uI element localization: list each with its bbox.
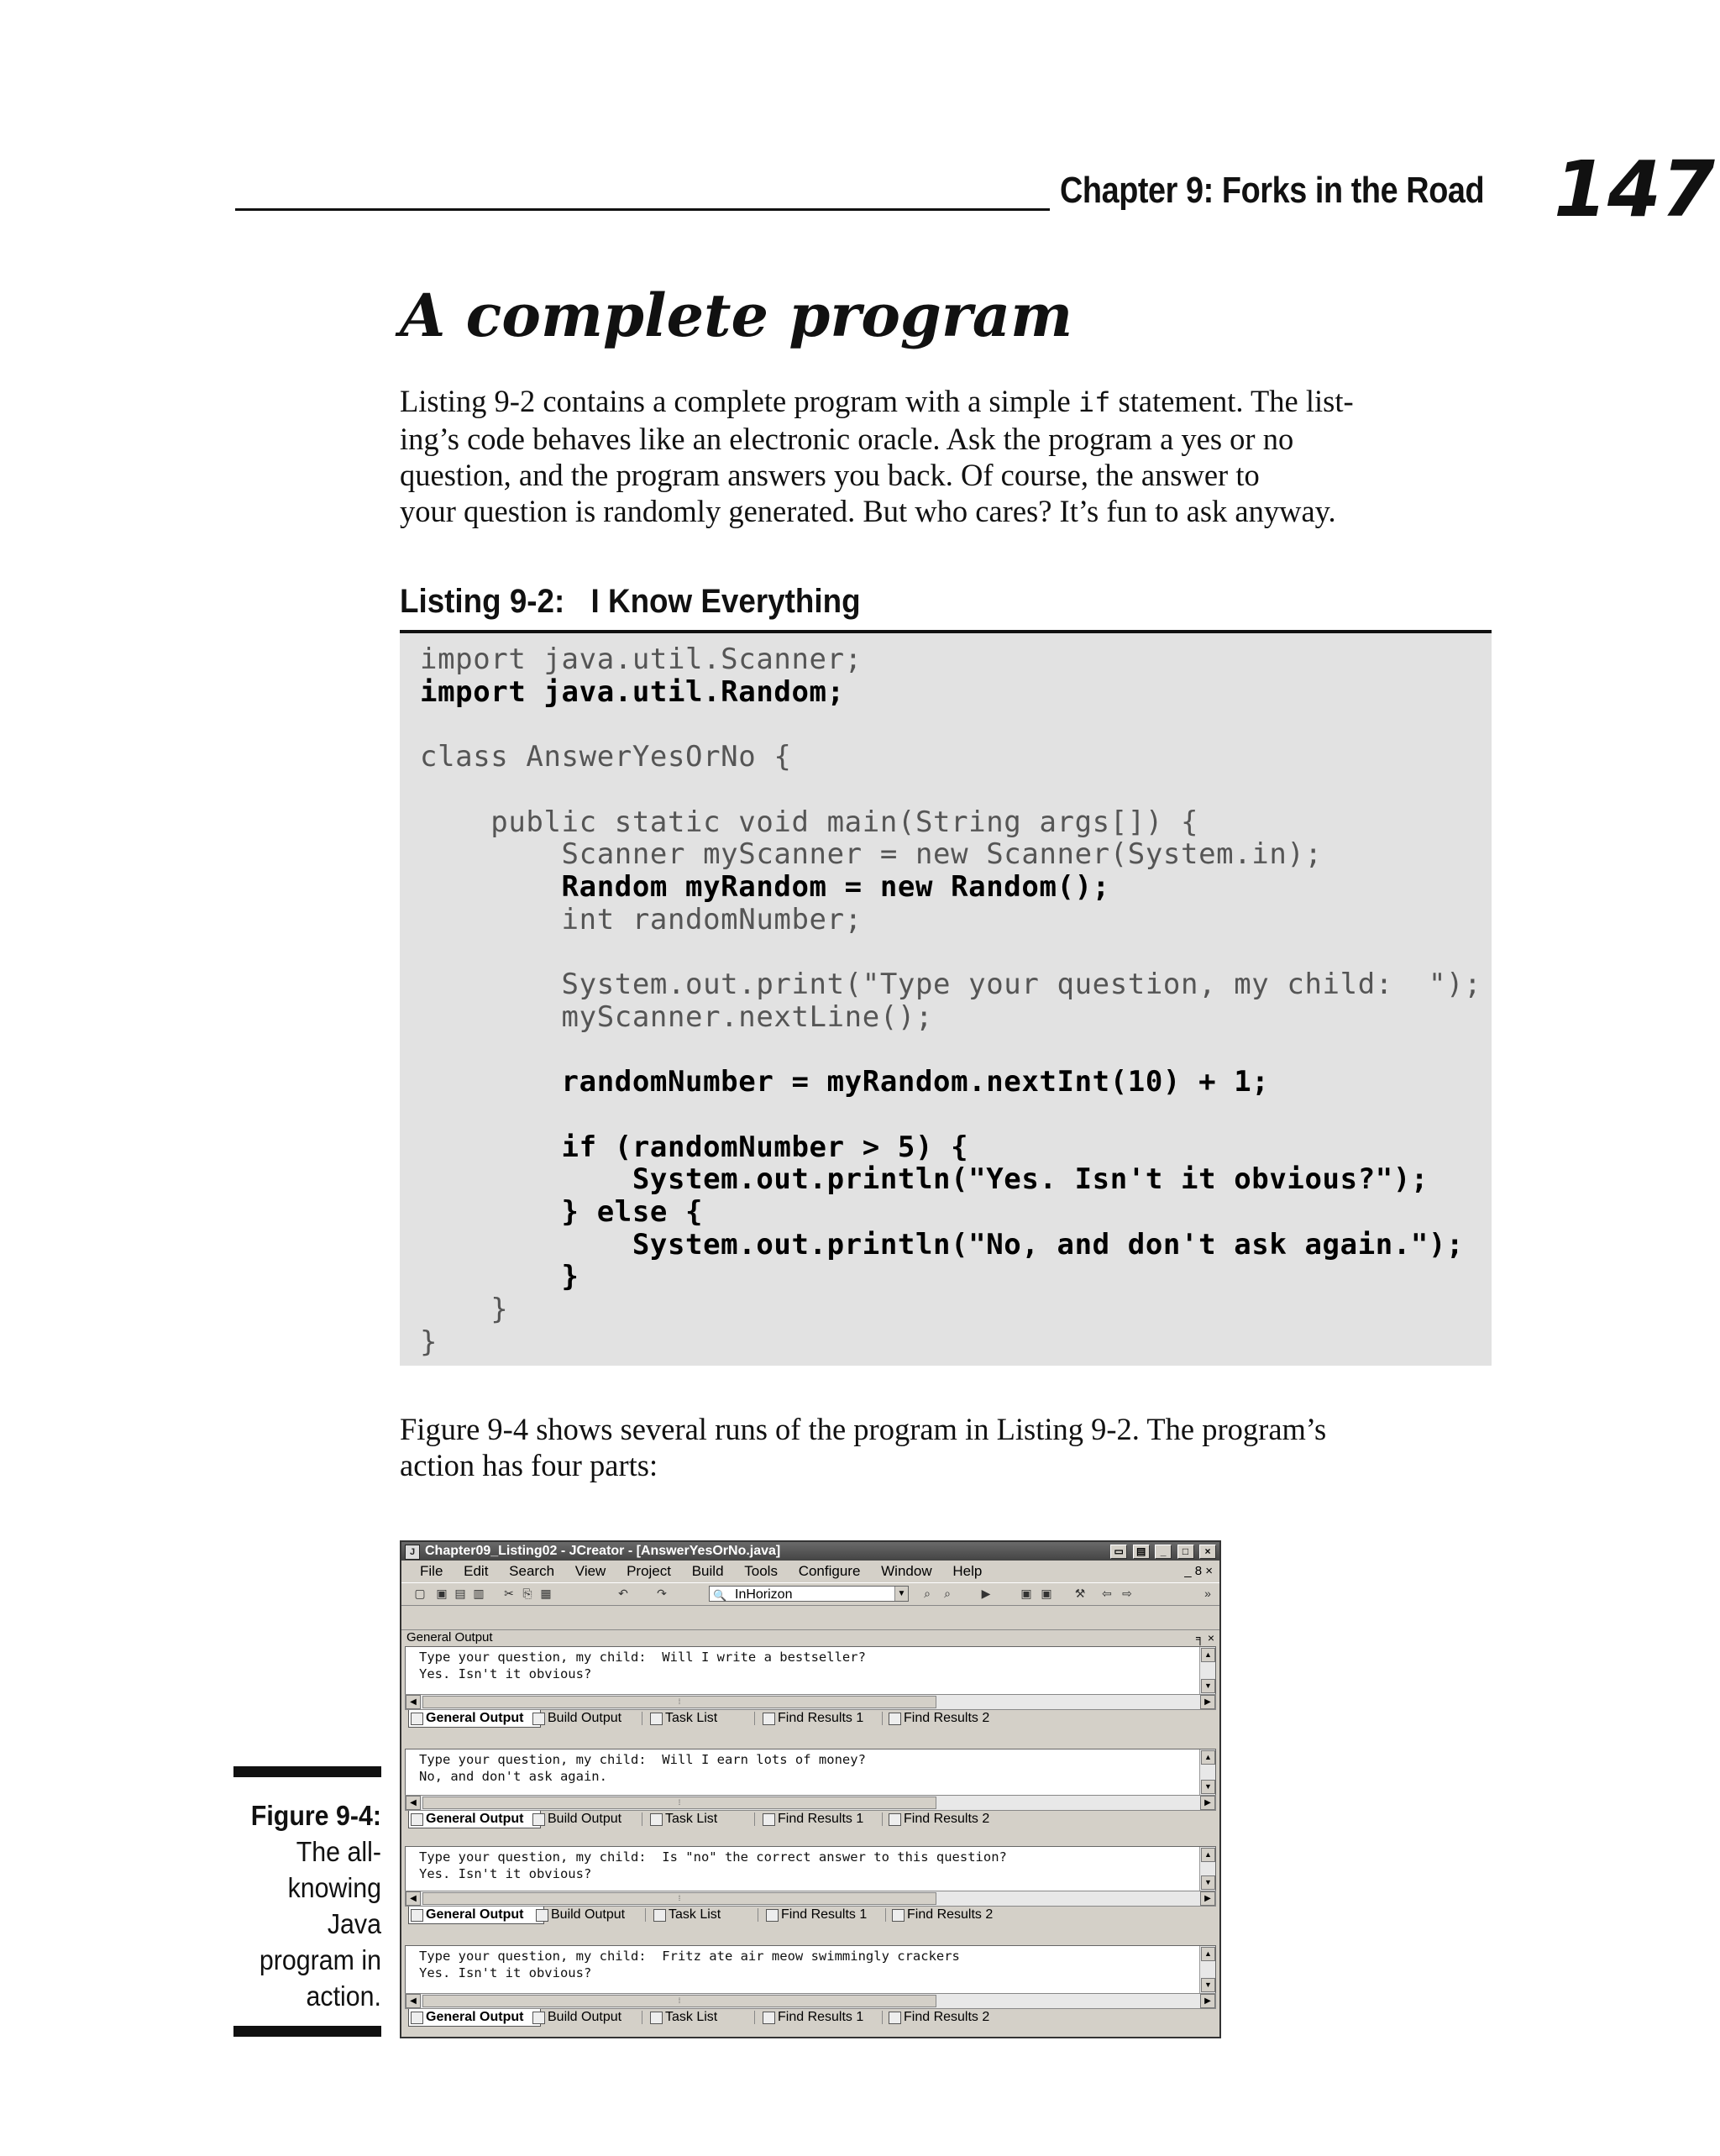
pin-close-icon[interactable]: ╕ × <box>1196 1631 1214 1645</box>
menu-bar <box>401 1562 1219 1581</box>
general-output-icon <box>411 1713 423 1725</box>
figure-caption-bar-top <box>233 1766 381 1777</box>
code-line: System.out.print("Type your question, my child: "); <box>420 968 1482 1002</box>
horizontal-scrollbar[interactable] <box>405 1694 1216 1710</box>
scroll-thumb[interactable]: ⁞ <box>422 1797 936 1809</box>
scroll-up-icon[interactable]: ▲ <box>1201 1648 1215 1662</box>
output-tabs <box>405 1811 1216 1829</box>
code-line: myScanner.nextLine(); <box>420 999 934 1034</box>
intro-line-2: ing’s code behaves like an electronic oracle. Ask the program a yes or no <box>400 422 1294 456</box>
tab-find-results-1[interactable]: Find Results 1 <box>761 1811 863 1828</box>
output-text-1: Type your question, my child: Will I write a bestseller? Yes. Isn't it obvious? <box>419 1650 866 1681</box>
code-block <box>420 643 1481 1358</box>
caption-line: Java <box>327 1908 381 1939</box>
output-pane-2[interactable] <box>405 1749 1216 1796</box>
code-line: } <box>420 1260 579 1294</box>
code-listing <box>400 633 1492 1366</box>
find-results-icon <box>889 2012 901 2024</box>
code-line: } <box>420 1325 438 1359</box>
paste-icon[interactable]: ▦ <box>540 1587 552 1600</box>
code-line: Random myRandom = new Random(); <box>420 869 1110 904</box>
horizontal-scrollbar[interactable] <box>405 1795 1216 1811</box>
open-icon[interactable]: ▣ <box>436 1587 448 1600</box>
menu-help[interactable]: Help <box>952 1563 983 1579</box>
code-line: } <box>420 1293 509 1327</box>
caption-line: The all- <box>296 1836 381 1867</box>
tab-find-results-2[interactable]: Find Results 2 <box>887 2009 989 2026</box>
vertical-scrollbar[interactable] <box>1199 1847 1215 1891</box>
window-title: Chapter09_Listing02 - JCreator - [AnswerYesOrNo.java] <box>425 1544 781 1558</box>
intro-line-3: question, and the program answers you back. Of course, the answer to <box>400 458 1260 492</box>
horizontal-scrollbar[interactable] <box>405 1993 1216 2009</box>
output-text-3: Type your question, my child: Is "no" the correct answer to this question? Yes. Isn't it obvious? <box>419 1849 1007 1881</box>
scroll-thumb[interactable]: ⁞ <box>422 1696 936 1708</box>
vertical-scrollbar[interactable] <box>1199 1946 1215 1993</box>
general-output-icon <box>411 1813 423 1826</box>
tile-icon[interactable]: ▤ <box>1133 1545 1150 1559</box>
minimize-icon[interactable]: _ <box>1155 1545 1172 1559</box>
vertical-scrollbar[interactable] <box>1199 1647 1215 1694</box>
scroll-up-icon[interactable]: ▲ <box>1201 1750 1215 1765</box>
redo-icon[interactable]: ↷ <box>657 1587 667 1600</box>
tab-find-results-2[interactable]: Find Results 2 <box>887 1811 989 1828</box>
forward-icon[interactable]: ⇨ <box>1122 1587 1132 1600</box>
undo-icon[interactable]: ↶ <box>618 1587 628 1600</box>
general-output-icon <box>411 1909 423 1922</box>
scroll-down-icon[interactable]: ▼ <box>1201 1875 1215 1890</box>
find-next-icon[interactable]: ⌕ <box>924 1587 931 1600</box>
figure-intro-line-2: action has four parts: <box>400 1448 658 1482</box>
find-icon: 🔍 <box>713 1589 727 1602</box>
code-line: import java.util.Random; <box>420 674 845 709</box>
code-line: import java.util.Scanner; <box>420 643 863 676</box>
code-line: randomNumber = myRandom.nextInt(10) + 1; <box>420 1065 1270 1099</box>
menu-view[interactable]: View <box>574 1563 606 1579</box>
code-line: System.out.println("Yes. Isn't it obvious?"); <box>420 1162 1429 1197</box>
restore-icon[interactable]: ▭ <box>1110 1545 1127 1559</box>
menu-configure[interactable]: Configure <box>798 1563 861 1579</box>
figure-intro-paragraph <box>400 1411 1326 1483</box>
tab-task-list[interactable]: Task List <box>648 2009 717 2026</box>
scroll-right-icon[interactable]: ▶ <box>1200 1891 1215 1906</box>
tab-task-list[interactable]: Task List <box>652 1907 721 1923</box>
tab-task-list[interactable]: Task List <box>648 1710 717 1727</box>
build-output-icon <box>532 2012 545 2024</box>
figure-caption <box>232 1797 381 2014</box>
tab-general-output[interactable]: General Output <box>408 1907 544 1924</box>
output-pane-3[interactable] <box>405 1846 1216 1891</box>
scroll-thumb[interactable]: ⁞ <box>422 1892 936 1905</box>
build-output-icon <box>532 1813 545 1826</box>
build-output-icon <box>532 1713 545 1725</box>
task-list-icon <box>650 2012 663 2024</box>
code-line: System.out.println("No, and don't ask again."); <box>420 1227 1465 1262</box>
code-line: class AnswerYesOrNo { <box>420 740 792 774</box>
close-icon[interactable]: × <box>1199 1545 1216 1559</box>
jcreator-app-icon: J <box>405 1545 420 1560</box>
caption-line: knowing <box>287 1872 381 1903</box>
scroll-right-icon[interactable]: ▶ <box>1200 1695 1215 1709</box>
horizontal-scrollbar[interactable] <box>405 1891 1216 1907</box>
output-tabs <box>405 1710 1216 1728</box>
scroll-down-icon[interactable]: ▼ <box>1201 1679 1215 1693</box>
scroll-right-icon[interactable]: ▶ <box>1200 1796 1215 1810</box>
tab-build-output[interactable]: Build Output <box>534 1907 625 1923</box>
tab-general-output[interactable]: General Output <box>408 2009 541 2027</box>
tab-find-results-1[interactable]: Find Results 1 <box>761 2009 863 2026</box>
output-tabs <box>405 1907 1216 1925</box>
scroll-down-icon[interactable]: ▼ <box>1201 1780 1215 1794</box>
listing-title: I Know Everything <box>590 583 861 620</box>
scroll-up-icon[interactable]: ▲ <box>1201 1848 1215 1862</box>
chevron-down-icon[interactable]: ▼ <box>894 1587 908 1601</box>
scroll-left-icon[interactable]: ◀ <box>406 1994 421 2008</box>
code-line: public static void main(String args[]) { <box>420 805 1199 839</box>
tab-task-list[interactable]: Task List <box>648 1811 717 1828</box>
tab-find-results-1[interactable]: Find Results 1 <box>764 1907 867 1923</box>
menu-edit[interactable]: Edit <box>464 1563 489 1579</box>
run-icon[interactable]: ▶ <box>981 1587 991 1600</box>
listing-number: Listing 9-2: <box>400 583 565 620</box>
cut-icon[interactable]: ✂ <box>504 1587 514 1600</box>
window-titlebar <box>401 1542 1219 1561</box>
output-pane-1[interactable] <box>405 1646 1216 1695</box>
intro-line-1: Listing 9-2 contains a complete program with a simple if statement. The list- <box>400 384 1354 418</box>
figure-label: Figure 9-4: <box>250 1800 381 1831</box>
back-icon[interactable]: ⇦ <box>1102 1587 1112 1600</box>
tab-build-output[interactable]: Build Output <box>531 1811 621 1828</box>
save-all-icon[interactable]: ▥ <box>473 1587 485 1600</box>
tab-general-output[interactable]: General Output <box>408 1710 541 1728</box>
page-number: 147 <box>1554 144 1716 234</box>
output-text-2: Type your question, my child: Will I earn lots of money? No, and don't ask again. <box>419 1752 866 1784</box>
tab-find-results-1[interactable]: Find Results 1 <box>761 1710 863 1727</box>
scroll-left-icon[interactable]: ◀ <box>406 1796 421 1810</box>
task-list-icon <box>650 1713 663 1725</box>
intro-line-4: your question is randomly generated. But who cares? It’s fun to ask anyway. <box>400 494 1336 528</box>
menu-project[interactable]: Project <box>627 1563 671 1579</box>
vertical-scrollbar[interactable] <box>1199 1749 1215 1795</box>
find-results-icon <box>766 1909 779 1922</box>
tab-find-results-2[interactable]: Find Results 2 <box>887 1710 989 1727</box>
new-file-icon[interactable]: ▢ <box>414 1587 426 1600</box>
tab-general-output[interactable]: General Output <box>408 1811 541 1828</box>
scroll-down-icon[interactable]: ▼ <box>1201 1978 1215 1992</box>
scroll-right-icon[interactable]: ▶ <box>1200 1994 1215 2008</box>
wand-icon[interactable]: ⚒ <box>1074 1587 1086 1600</box>
find-results-icon <box>763 1713 775 1725</box>
tab-build-output[interactable]: Build Output <box>531 2009 621 2026</box>
code-line: Scanner myScanner = new Scanner(System.in); <box>420 837 1323 872</box>
find-combo-value: InHorizon <box>735 1587 793 1602</box>
build-output-icon <box>536 1909 548 1922</box>
tab-build-output[interactable]: Build Output <box>531 1710 621 1727</box>
tab-find-results-2[interactable]: Find Results 2 <box>890 1907 993 1923</box>
scroll-left-icon[interactable]: ◀ <box>406 1695 421 1709</box>
section-heading: A complete program <box>400 281 1073 350</box>
output-text-4: Type your question, my child: Fritz ate air meow swimmingly crackers Yes. Isn't it obvious? <box>419 1949 960 1980</box>
copy-icon[interactable]: ⎘ <box>522 1587 532 1600</box>
find-results-icon <box>763 1813 775 1826</box>
menu-tools[interactable]: Tools <box>744 1563 778 1579</box>
output-tabs <box>405 2009 1216 2027</box>
code-line: if (randomNumber > 5) { <box>420 1130 969 1164</box>
scroll-thumb[interactable]: ⁞ <box>422 1995 936 2007</box>
scroll-left-icon[interactable]: ◀ <box>406 1891 421 1906</box>
general-output-icon <box>411 2012 423 2024</box>
code-line: } else { <box>420 1194 704 1229</box>
intro-paragraph <box>400 383 1354 529</box>
output-pane-4[interactable] <box>405 1945 1216 1994</box>
save-icon[interactable]: ▤ <box>454 1587 466 1600</box>
find-results-icon <box>889 1713 901 1725</box>
menu-file[interactable]: File <box>420 1563 443 1579</box>
find-combo[interactable] <box>709 1586 909 1602</box>
task-list-icon <box>653 1909 666 1922</box>
jcreator-screenshot <box>400 1540 1221 2038</box>
find-results-icon <box>892 1909 905 1922</box>
caption-line: program in <box>259 1944 381 1975</box>
code-line: int randomNumber; <box>420 902 863 936</box>
compile-icon[interactable]: ▣ <box>1020 1587 1032 1600</box>
figure-caption-bar-bottom <box>233 2026 381 2037</box>
maximize-icon[interactable]: □ <box>1177 1545 1194 1559</box>
find-results-icon <box>889 1813 901 1826</box>
build-icon[interactable]: ▣ <box>1041 1587 1052 1600</box>
output-panel-title: General Output ╕ × <box>401 1629 1219 1645</box>
find-in-files-icon[interactable]: ⌕ <box>944 1587 951 1600</box>
mdi-controls[interactable]: _ 8 × <box>1184 1564 1213 1578</box>
listing-caption <box>400 583 861 621</box>
scroll-up-icon[interactable]: ▲ <box>1201 1947 1215 1961</box>
chapter-title: Chapter 9: Forks in the Road <box>1060 170 1485 211</box>
header-rule <box>235 208 1050 211</box>
find-results-icon <box>763 2012 775 2024</box>
menu-window[interactable]: Window <box>881 1563 932 1579</box>
inline-code-if: if <box>1078 386 1111 418</box>
more-icon[interactable]: » <box>1204 1587 1211 1600</box>
figure-intro-line-1: Figure 9-4 shows several runs of the program in Listing 9-2. The program’s <box>400 1412 1327 1446</box>
menu-search[interactable]: Search <box>509 1563 555 1579</box>
toolbar <box>401 1582 1219 1606</box>
menu-build[interactable]: Build <box>691 1563 724 1579</box>
task-list-icon <box>650 1813 663 1826</box>
caption-line: action. <box>306 1980 381 2012</box>
